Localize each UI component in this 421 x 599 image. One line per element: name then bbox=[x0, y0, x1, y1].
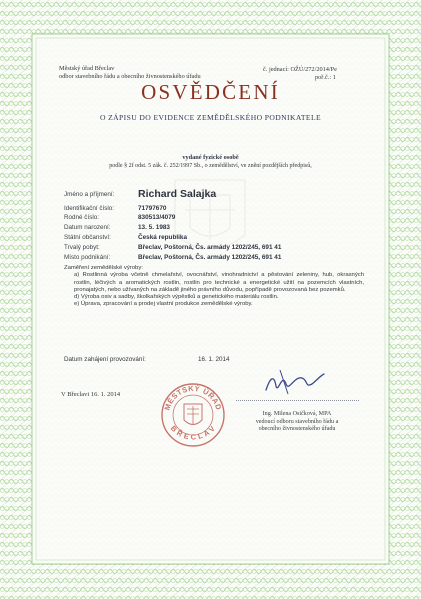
sequence-number: poř.č.: 1 bbox=[315, 74, 336, 82]
official-stamp bbox=[160, 382, 226, 448]
start-date-value: 16. 1. 2014 bbox=[198, 356, 230, 363]
signer-block bbox=[232, 411, 362, 434]
field-value-citizenship: Česká republika bbox=[138, 234, 188, 241]
field-label-birth-date: Datum narození: bbox=[64, 224, 111, 231]
activity-item: e) Úprava, zpracování a prodej vlastní produkce zemědělské výroby. bbox=[74, 301, 253, 308]
activities-block bbox=[64, 265, 364, 309]
svg-text:BŘECLAV bbox=[169, 424, 217, 442]
field-label-id: Identifikační číslo: bbox=[64, 205, 115, 212]
legal-basis-line: podle § 2f odst. 5 zák. č. 252/1997 Sb., o zemědělství, ve znění pozdějších předpisů, bbox=[109, 163, 312, 169]
field-value-id: 71797670 bbox=[138, 205, 167, 212]
signer-name: Ing. Milena Osičková, MPA bbox=[262, 411, 332, 417]
issuer-line-2: odbor stavebního řádu a obecního živnostenského úřadu bbox=[59, 73, 201, 81]
activities-heading: Zaměření zemědělské výroby: bbox=[64, 265, 143, 271]
stamp-bottom-text: BŘECLAV bbox=[168, 423, 218, 442]
start-date-label: Datum zahájení provozování: bbox=[64, 356, 146, 363]
signer-role-line-1: vedoucí odboru stavebního řádu a bbox=[255, 418, 339, 425]
field-label-residence: Trvalý pobyt: bbox=[64, 244, 100, 251]
activity-item: a) Rostlinná výroba včetně chmelařství, ovocnářství, vinohradnictví a pěstování zeleniny, hub, okrasných rostlin, léčivých a aromatických rostlin, rostlin pro technické a energetické užití na pozemcích vlastních, pronajatých, nebo užívaných na základě jiného právního důvodu, popřípadě provozovaná bez pozemků. bbox=[74, 272, 364, 293]
field-label-birth-number: Rodné číslo: bbox=[64, 214, 100, 221]
field-label-citizenship: Státní občanství: bbox=[64, 234, 111, 241]
issuer-line-1: Městský úřad Břeclav bbox=[59, 65, 115, 72]
field-value-birth-date: 13. 5. 1983 bbox=[138, 224, 170, 231]
issued-to-line: vydané fyzické osobě bbox=[182, 154, 239, 161]
field-label-name: Jméno a příjmení: bbox=[64, 191, 115, 198]
document-title: OSVĚDČENÍ bbox=[141, 80, 280, 104]
field-value-business-place: Břeclav, Poštorná, Čs. armády 1202/245, 691 41 bbox=[138, 254, 282, 261]
field-value-birth-number: 830513/4079 bbox=[138, 214, 176, 221]
stamp-top-text: MĚSTSKÝ ÚŘAD bbox=[162, 383, 224, 412]
signature-mark bbox=[258, 364, 332, 398]
field-label-business-place: Místo podnikání: bbox=[64, 254, 111, 261]
activity-item: d) Výroba osiv a sadby, školkařských výpěstků a genetického materiálu rostlin. bbox=[74, 294, 279, 301]
field-value-residence: Břeclav, Poštorná, Čs. armády 1202/245, 691 41 bbox=[138, 244, 282, 251]
field-value-name: Richard Salajka bbox=[138, 188, 217, 200]
reference-number: č. jednací: OŽÚ/272/2014/Pe bbox=[263, 66, 337, 73]
place-and-date: V Břeclavi 16. 1. 2014 bbox=[61, 391, 121, 398]
issuer-block bbox=[59, 65, 224, 81]
document-subtitle: O ZÁPISU DO EVIDENCE ZEMĚDĚLSKÉHO PODNIKATELE bbox=[99, 113, 322, 122]
signer-role-line-2: obecního živnostenského úřadu bbox=[258, 426, 336, 433]
signature-line bbox=[236, 400, 359, 401]
